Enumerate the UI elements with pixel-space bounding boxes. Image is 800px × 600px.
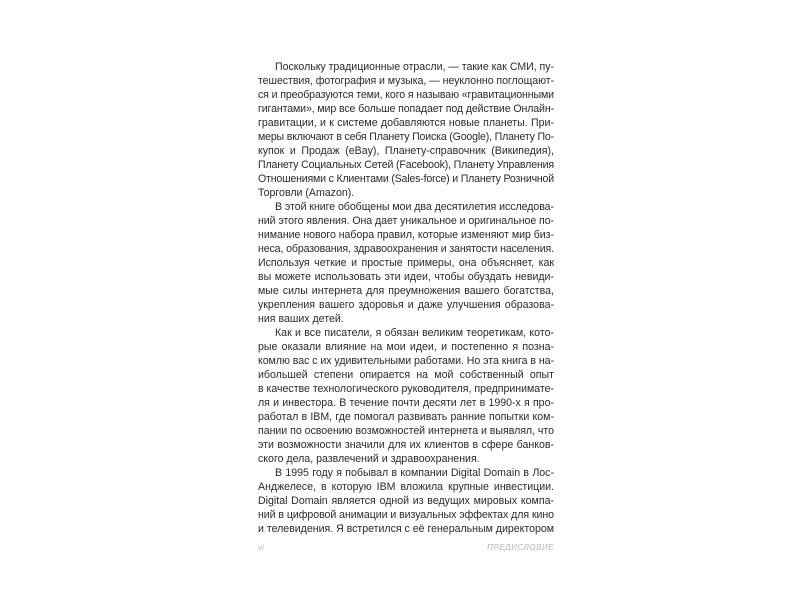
text-line: укрепления вашего здоровья и даже улучшения образова- (258, 299, 554, 311)
paragraph (258, 326, 554, 466)
text-line: комлю вас с их удивительными работами. Но эта книга в на- (258, 355, 554, 367)
paragraph (258, 200, 554, 326)
text-line: ля и инвестора. В течение почти десяти лет в 1990-х я про- (258, 397, 554, 409)
text-line: меры включают в себя Планету Поиска (Google), Планету По- (258, 131, 554, 143)
paragraph (258, 60, 554, 200)
text-line: ний в цифровой анимации и визуальных эффектах для кино (258, 509, 555, 521)
page-body (258, 60, 554, 536)
text-line: гигантами», мир все больше попадает под действие Онлайн- (258, 103, 554, 115)
text-line: ния ваших детей. (258, 313, 344, 325)
text-line: Поскольку традиционные отрасли, — такие как СМИ, пу- (275, 61, 554, 73)
text-line: тешествия, фотография и музыка, — неуклонно поглощают- (258, 75, 555, 87)
running-title: ПРЕДИСЛОВИЕ (487, 543, 554, 552)
text-line: Используя четкие и простые примеры, она объясняет, как (258, 257, 554, 269)
text-line: ся и преобразуются теми, кого я называю «гравитационными (258, 89, 554, 101)
text-line: ибольшей степени опирается на мой собственный опыт (258, 369, 554, 381)
text-line: и телевидения. Я встретился с её генеральным директором (258, 523, 555, 535)
text-line: нимание нового набора правил, которые изменяют мир биз- (258, 229, 555, 241)
text-line: работал в IBM, где помогал развивать ранние попытки ком- (258, 411, 554, 423)
page-sheet (258, 60, 554, 554)
text-line: неса, образования, здравоохранения и занятости населения. (258, 243, 554, 255)
text-line: Анджелесе, в которую IBM вложила крупные инвестиции. (258, 481, 554, 493)
text-line: купок и Продаж (eBay), Планету-справочник (Википедия), (258, 145, 554, 157)
text-line: В 1995 году я побывал в компании Digital Domain в Лос- (275, 467, 554, 479)
text-line: Digital Domain является одной из ведущих мировых компа- (258, 495, 554, 507)
text-line: Отношениями с Клиентами (Sales-force) и Планету Розничной (258, 173, 554, 185)
text-line: гравитации, и к системе добавляются новые планеты. При- (258, 117, 554, 129)
text-line: эти возможности значили для их клиентов в сфере банков- (258, 439, 554, 451)
text-line: В этой книге обобщены мои два десятилетия исследова- (275, 201, 554, 213)
text-line: Планету Социальных Сетей (Facebook), Планету Управления (258, 159, 554, 171)
text-line: рые оказали влияние на мои идеи, и постепенно я позна- (258, 341, 554, 353)
text-line: мые силы интернета для преумножения вашего богатства, (258, 285, 554, 297)
text-line: пании по освоению возможностей интернета и выявлял, что (258, 425, 554, 437)
text-line: ского дела, развлечений и здравоохранения. (258, 453, 480, 465)
text-line: вы можете использовать эти идеи, чтобы обуздать невиди- (258, 271, 554, 283)
page-footer (258, 542, 554, 554)
text-line: в качестве технологического руководителя, предпринимате- (258, 383, 554, 395)
text-line: ний этого явления. Она дает уникальное и оригинальное по- (258, 215, 555, 227)
page-number: vi (258, 543, 264, 552)
paragraph (258, 466, 554, 536)
text-line: Торговли (Amazon). (258, 187, 355, 199)
text-line: Как и все писатели, я обязан великим теоретикам, кото- (275, 327, 554, 339)
